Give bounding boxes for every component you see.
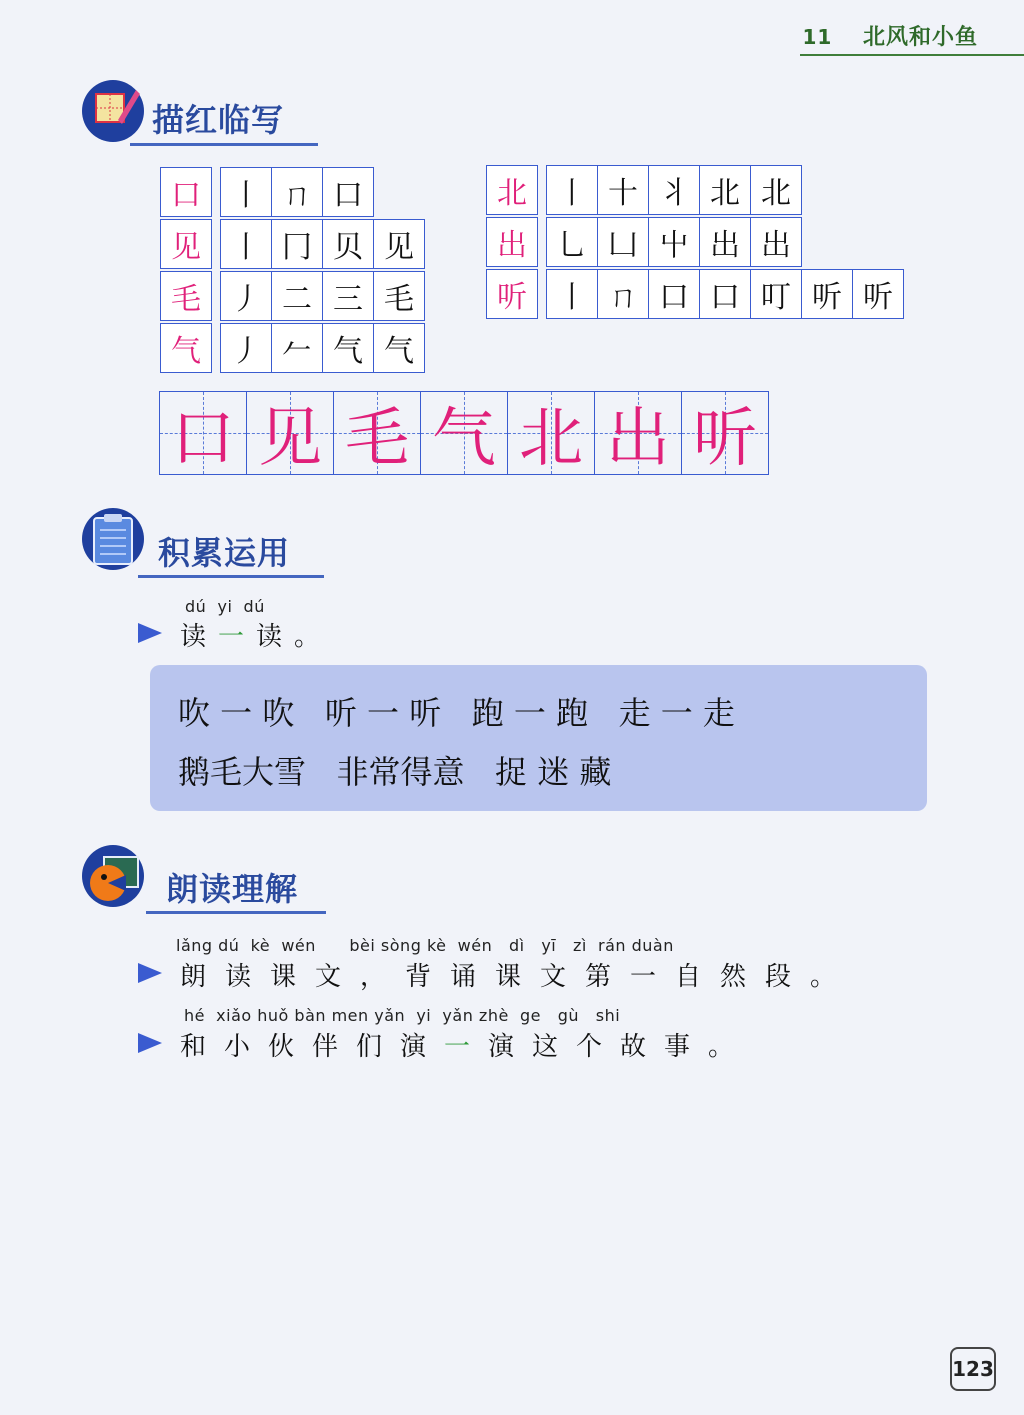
- chalkboard-icon: [82, 845, 144, 907]
- grid-char: 北: [486, 165, 538, 215]
- read-text: 。: [294, 622, 333, 652]
- stroke-step: 口: [700, 269, 751, 319]
- stroke-row-bei: [486, 165, 802, 215]
- stroke-step: 口: [649, 269, 700, 319]
- stroke-step: 丿: [220, 271, 272, 321]
- practice-cell: [508, 392, 595, 474]
- practice-cell: [247, 392, 334, 474]
- read-text: 读: [256, 622, 295, 652]
- pinyin-instruction-2: hé xiǎo huǒ bàn men yǎn yi yǎn zhè ge gù shi: [184, 1006, 621, 1025]
- clipboard-icon: [82, 508, 144, 570]
- stroke-step: 丬: [649, 165, 700, 215]
- stroke-row-jian: [160, 219, 425, 269]
- practice-char: 见: [258, 402, 322, 476]
- stroke-step: 听: [802, 269, 853, 319]
- practice-cell: [421, 392, 508, 474]
- lesson-title: 北风和小鱼: [862, 25, 978, 50]
- practice-cell: [160, 392, 247, 474]
- section-underline: [130, 143, 318, 146]
- stroke-step: 叮: [751, 269, 802, 319]
- arrow-bullet-icon: [138, 623, 162, 643]
- instruction-1: 朗读课文，背诵课文第一自然段。: [180, 962, 856, 992]
- stroke-step: 十: [598, 165, 649, 215]
- practice-cell: [682, 392, 768, 474]
- stroke-step: ㄇ: [272, 167, 323, 217]
- stroke-step: 冂: [272, 219, 323, 269]
- stroke-step: 听: [853, 269, 904, 319]
- panel-line-2: 鹅毛大雪 非常得意 捉 迷 藏: [178, 753, 612, 791]
- grid-char: 见: [160, 219, 212, 269]
- grid-char: 毛: [160, 271, 212, 321]
- instruction-text: 和小伙伴们演: [180, 1032, 445, 1062]
- stroke-step: 丨: [546, 269, 598, 319]
- instruction-text-highlight: 一: [444, 1032, 489, 1062]
- arrow-bullet-icon: [138, 1033, 162, 1053]
- arrow-bullet-icon: [138, 963, 162, 983]
- pencil-icon: [82, 80, 144, 142]
- page-number: 123: [950, 1347, 996, 1391]
- read-text-highlight: 一: [218, 622, 257, 652]
- stroke-step: 凵: [598, 217, 649, 267]
- stroke-step: 乚: [546, 217, 598, 267]
- stroke-row-kou: [160, 167, 374, 217]
- section-title-read: 朗读理解: [166, 870, 299, 908]
- stroke-step: 丨: [220, 219, 272, 269]
- practice-cell: [595, 392, 682, 474]
- section-underline: [138, 575, 324, 578]
- practice-cell: [334, 392, 421, 474]
- practice-char: 听: [693, 402, 757, 476]
- stroke-step: 丿: [220, 323, 272, 373]
- stroke-row-ting: [486, 269, 904, 319]
- stroke-step: 三: [323, 271, 374, 321]
- instruction-text: 演这个故事。: [488, 1032, 753, 1062]
- stroke-step: 见: [374, 219, 425, 269]
- stroke-step: ㄇ: [598, 269, 649, 319]
- stroke-step: 气: [323, 323, 374, 373]
- grid-char: 气: [160, 323, 212, 373]
- grid-char: 听: [486, 269, 538, 319]
- stroke-step: 二: [272, 271, 323, 321]
- stroke-step: 北: [700, 165, 751, 215]
- lesson-header: [802, 20, 978, 51]
- practice-char: 毛: [345, 402, 409, 476]
- stroke-step: 北: [751, 165, 802, 215]
- practice-grid: [159, 391, 769, 475]
- stroke-step: 气: [374, 323, 425, 373]
- section-title-trace: 描红临写: [152, 101, 285, 139]
- stroke-step: 出: [751, 217, 802, 267]
- stroke-step: 丨: [220, 167, 272, 217]
- stroke-step: 出: [700, 217, 751, 267]
- panel-line-1: 吹 一 吹 听 一 听 跑 一 跑 走 一 走: [178, 694, 735, 732]
- pinyin-instruction-1: lǎng dú kè wén bèi sòng kè wén dì yī zì rán duàn: [176, 936, 674, 955]
- practice-char: 北: [519, 402, 583, 476]
- stroke-step: 口: [323, 167, 374, 217]
- practice-char: 口: [171, 402, 235, 476]
- stroke-row-chu: [486, 217, 802, 267]
- stroke-step: 贝: [323, 219, 374, 269]
- stroke-step: 毛: [374, 271, 425, 321]
- stroke-step: 𠂉: [272, 323, 323, 373]
- instruction-read: [180, 616, 332, 653]
- stroke-row-qi: [160, 323, 425, 373]
- grid-char: 口: [160, 167, 212, 217]
- practice-char: 出: [606, 402, 670, 476]
- stroke-row-mao: [160, 271, 425, 321]
- section-title-accumulate: 积累运用: [158, 534, 291, 572]
- practice-char: 气: [432, 402, 496, 476]
- stroke-step: 丨: [546, 165, 598, 215]
- grid-char: 出: [486, 217, 538, 267]
- instruction-2: [180, 1026, 752, 1063]
- stroke-step: 屮: [649, 217, 700, 267]
- read-text: 读: [180, 622, 219, 652]
- header-divider: [800, 54, 1024, 56]
- section-underline: [146, 911, 326, 914]
- pinyin-read: dú yi dú: [185, 597, 265, 616]
- lesson-number: 11: [802, 25, 833, 49]
